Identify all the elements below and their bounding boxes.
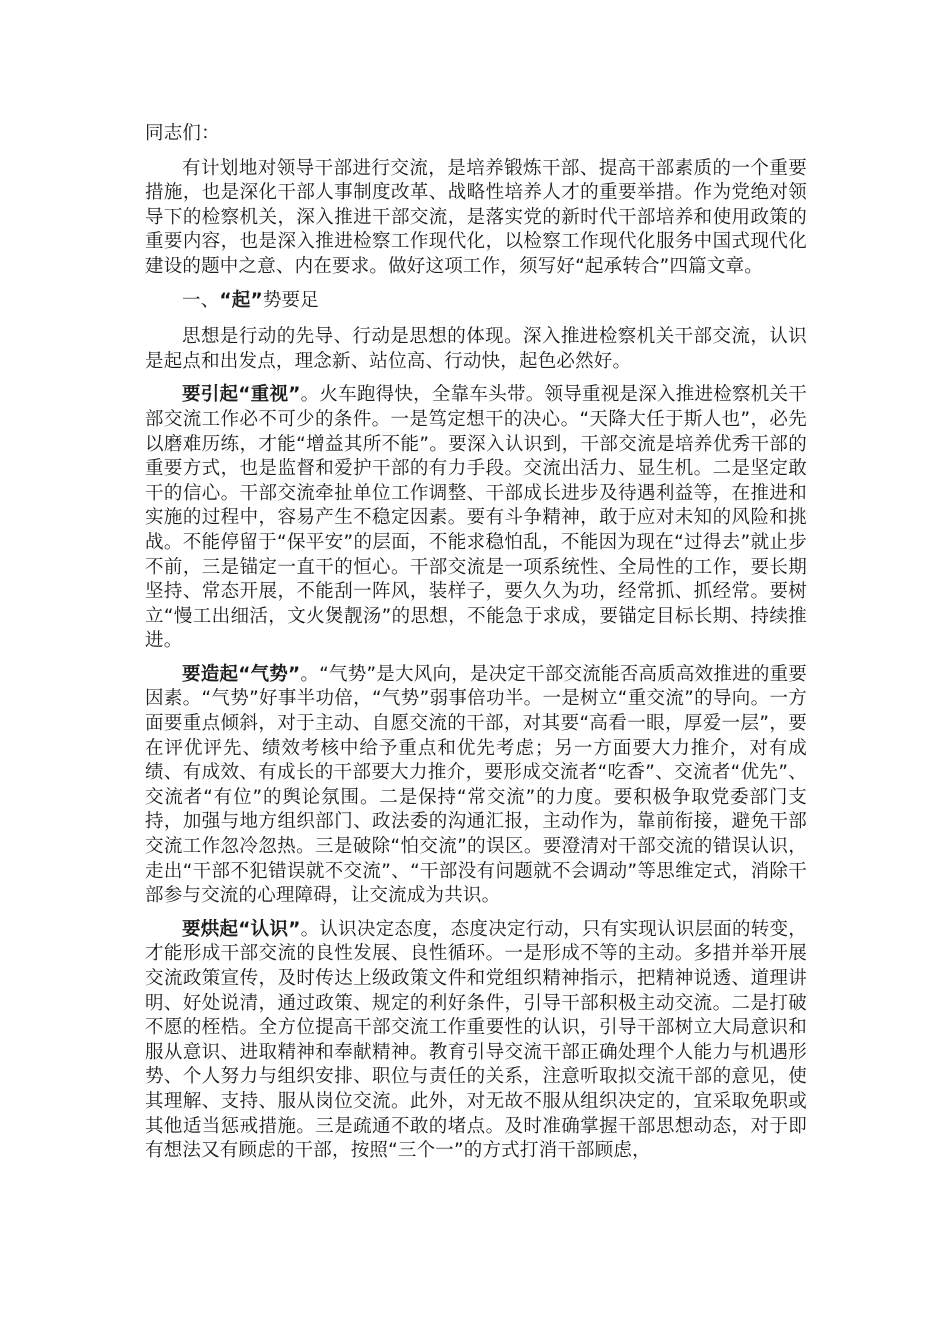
section-heading bbox=[145, 289, 807, 314]
paragraph-body: 。火车跑得快，全靠车头带。领导重视是深入推进检察机关干部交流工作必不可少的条件。一是笃定想干的决心。“天降大任于斯人也”，必先以磨难历练，才能“增益其所不能”。要深入认识到，干部交流是培养优秀干部的重要方式，也是监督和爱护干部的有力手段。交流出活力、显生机。二是坚定敢干的信心。干部交流牵扯单位工作调整、干部成长进步及待遇利益等，在推进和实施的过程中，容易产生不稳定因素。要有斗争精神，敢于应对未知的风险和挑战。不能停留于“保平安”的层面，不能求稳怕乱，不能因为现在“过得去”就止步不前，三是锚定一直干的恒心。干部交流是一项系统性、全局性的工作，要长期坚持、常态开展，不能刮一阵风，装样子，要久久为功，经常抓、抓经常。要树立“慢工出细活，文火煲靓汤”的思想，不能急于求成，要锚定目标长期、持续推进。 bbox=[145, 384, 807, 652]
paragraph-lead: 要引起“重视” bbox=[182, 384, 301, 406]
section-title: 势要足 bbox=[262, 289, 319, 311]
greeting: 同志们： bbox=[145, 123, 220, 144]
intro-paragraph: 有计划地对领导干部进行交流，是培养锻炼干部、提高干部素质的一个重要措施，也是深化干部人事制度改革、战略性培养人才的重要举措。作为党绝对领导下的检察机关，深入推进干部交流，是落实党的新时代干部培养和使用政策的重要内容，也是深入推进检察工作现代化，以检察工作现代化服务中国式现代化建设的题中之意、内在要求。做好这项工作，须写好“起承转合”四篇文章。 bbox=[145, 157, 807, 277]
paragraph-lead: 要造起“气势” bbox=[182, 663, 301, 685]
section-intro-paragraph: 思想是行动的先导、行动是思想的体现。深入推进检察机关干部交流，认识是起点和出发点，理念新、站位高、行动快，起色必然好。 bbox=[145, 326, 807, 372]
paragraph-body: 。认识决定态度，态度决定行动，只有实现认识层面的转变，才能形成干部交流的良性发展、良性循环。一是形成不等的主动。多措并举开展交流政策宣传，及时传达上级政策文件和党组织精神指示，把精神说透、道理讲明、好处说清，通过政策、规定的利好条件，引导干部积极主动交流。二是打破不愿的桎梏。全方位提高干部交流工作重要性的认识，引导干部树立大局意识和服从意识、进取精神和奉献精神。教育引导交流干部正确处理个人能力与机遇形势、个人努力与组织安排、职位与责任的关系，注意听取拟交流干部的意见，使其理解、支持、服从岗位交流。此外，对无故不服从组织决定的，宜采取免职或其他适当惩戒措施。三是疏通不敢的堵点。及时准确掌握干部思想动态，对于即有想法又有顾虑的干部，按照“三个一”的方式打消干部顾虑， bbox=[145, 918, 807, 1162]
paragraph-body: 。“气势”是大风向，是决定干部交流能否高质高效推进的重要因素。“气势”好事半功倍，“气势”弱事倍功半。一是树立“重交流”的导向。一方面要重点倾斜，对于主动、自愿交流的干部，对其要“高看一眼，厚爱一层”，要在评优评先、绩效考核中给予重点和优先考虑；另一方面要大力推介，对有成绩、有成效、有成长的干部要大力推介，要形成交流者“吃香”、交流者“优先”、交流者“有位”的舆论氛围。二是保持“常交流”的力度。要积极争取党委部门支持，加强与地方组织部门、政法委的沟通汇报，主动作为，靠前衔接，避免干部交流工作忽冷忽热。三是破除“怕交流”的误区。要澄清对干部交流的错误认识，走出“干部不犯错误就不交流”、“干部没有问题就不会调动”等思维定式，消除干部参与交流的心理障碍，让交流成为共识。 bbox=[145, 663, 808, 907]
paragraph-renshi bbox=[145, 918, 807, 1164]
paragraph-qishi bbox=[145, 663, 807, 909]
section-keyword: “起” bbox=[219, 289, 263, 311]
paragraph-lead: 要烘起“认识” bbox=[182, 918, 301, 940]
document-body bbox=[145, 122, 807, 1173]
paragraph-zhongshi bbox=[145, 383, 807, 654]
section-number: 一、 bbox=[182, 289, 220, 311]
